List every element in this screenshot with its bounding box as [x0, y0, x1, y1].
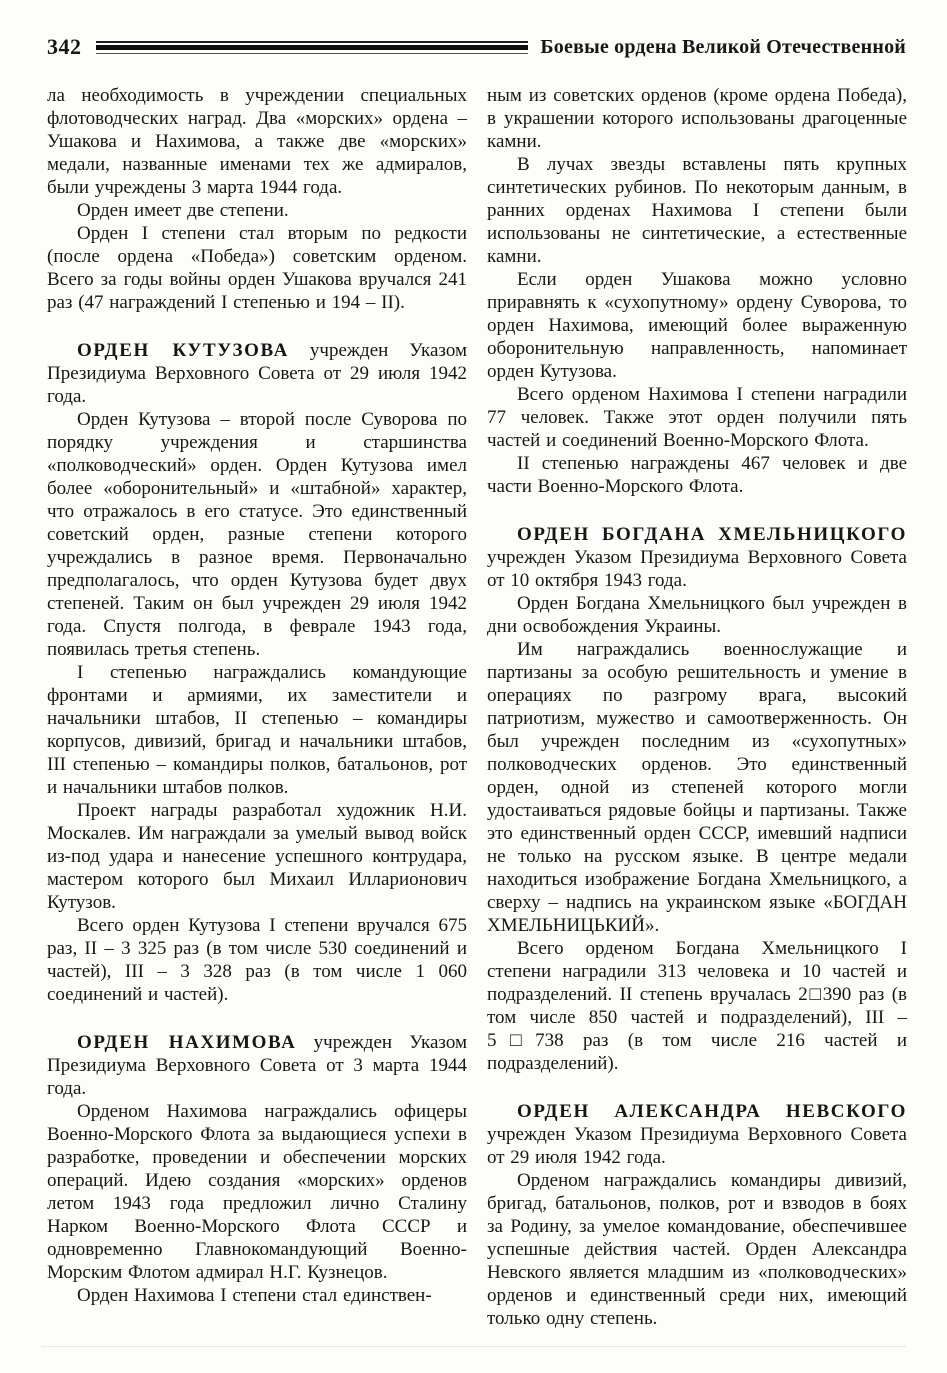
- paragraph: Им награждались военнослужащие и партизаны за особую решительность и умение в операциях по разгрому врага, высокий патриотизм, мужество и самоотверженность. Он был учрежден последним из «сухопутных» полководческих орденов. Это единственный орден, одной из степеней которого могли удостаиваться рядовые бойцы и партизаны. Также это единственный орден СССР, имевший надписи не только на русском языке. В центре медали находиться изображение Богдана Хмельницкого, а сверху – надпись на украинском языке «БОГДАН ХМЕЛЬНИЦЬКИЙ».: [487, 639, 907, 936]
- running-title: Боевые ордена Великой Отечественной: [540, 35, 906, 58]
- text-body: [0, 60, 947, 1330]
- section-text: учрежден Указом Президиума Верховного Совета от 29 июля 1942 года.: [47, 340, 467, 407]
- paragraph: Всего орденом Нахимова I степени наградили 77 человек. Также этот орден получили пять частей и соединений Военно-Морского Флота.: [487, 384, 907, 451]
- section-paragraph-kutuzov: [47, 339, 467, 408]
- section-text: учрежден Указом Президиума Верховного Совета от 29 июля 1942 года.: [487, 1124, 907, 1168]
- paragraph: Орден Кутузова – второй после Суворова по порядку учреждения и старшинства «полководческий» орден. Орден Кутузова имел более «оборонительный» и «штабной» характер, что отражалось в его статусе. Это единственный советский орден, разные степени которого учреждались в разное время. Первоначально предполагалось, что орден Кутузова будет двух степеней. Таким он был учрежден 29 июля 1942 года. Спустя полгода, в феврале 1943 года, появилась третья степень.: [47, 409, 467, 660]
- scan-artifact-line: [42, 1346, 905, 1347]
- section-text: учрежден Указом Президиума Верховного Совета от 10 октября 1943 года.: [487, 547, 907, 591]
- page-header: [0, 0, 947, 60]
- paragraph: Если орден Ушакова можно условно приравнять к «сухопутному» ордену Суворова, то орден Нахимова, имеющий более выраженную оборонительную направленность, напоминает орден Кутузова.: [487, 269, 907, 382]
- page-number: 342: [47, 34, 82, 59]
- section-paragraph-khmelnitsky: [487, 523, 907, 592]
- section-heading: ОРДЕН АЛЕКСАНДРА НЕВСКОГО: [517, 1101, 907, 1122]
- paragraph: Орденом награждались командиры дивизий, бригад, батальонов, полков, рот и взводов в боях за Родину, за умелое командование, обеспечившее успешные действия частей. Орден Александра Невского является младшим из «полководческих» орденов и единственный среди них, имеющий только одну степень.: [487, 1170, 907, 1329]
- paragraph: Орден Богдана Хмельницкого был учрежден в дни освобождения Украины.: [487, 593, 907, 637]
- paragraph: Орден имеет две степени.: [77, 200, 289, 221]
- paragraph: Орден I степени стал вторым по редкости (после ордена «Победа») советским орденом. Всего за годы войны орден Ушакова вручался 241 раз (47 награждений I степенью и 194 – II).: [47, 223, 467, 313]
- section-heading: ОРДЕН КУТУЗОВА: [77, 340, 289, 361]
- paragraph: ла необходимость в учреждении специальных флотоводческих наград. Два «морских» ордена – Ушакова и Нахимова, а также две «морских» медали, названные именами тех же адмиралов, были учреждены 3 марта 1944 года.: [47, 85, 467, 198]
- paragraph: Орден Нахимова I степени стал единствен-: [77, 1285, 432, 1306]
- paragraph: Орденом Нахимова награждались офицеры Военно-Морского Флота за выдающиеся успехи в разработке, проведении и обеспечении морских операций. Идею создания «морских» орденов летом 1943 года предложил лично Сталину Нарком Военно-Морского Флота СССР и одновременно Главнокомандующий Военно-Морским Флотом адмирал Н.Г. Кузнецов.: [47, 1101, 467, 1283]
- section-heading: ОРДЕН БОГДАНА ХМЕЛЬНИЦКОГО: [517, 524, 907, 545]
- paragraph: ным из советских орденов (кроме ордена Победа), в украшении которого использованы драгоценные камни.: [487, 85, 907, 152]
- section-heading: ОРДЕН НАХИМОВА: [77, 1032, 297, 1053]
- right-column: [487, 84, 907, 1330]
- section-paragraph-nakhimov: [47, 1031, 467, 1100]
- paragraph: I степенью награждались командующие фронтами и армиями, их заместители и начальники штабов, II степенью – командиры корпусов, дивизий, бригад и начальники штабов, III степенью – командиры полков, батальонов, рот и начальники штабов полков.: [47, 662, 467, 798]
- left-column: [47, 84, 467, 1330]
- paragraph: Всего орденом Богдана Хмельницкого I степени наградили 313 человека и 10 частей и подразделений. II степень вручалась 2□390 раз (в том числе 850 частей и подразделений), III – 5□738 раз (в том числе 216 частей и подразделений).: [487, 938, 907, 1074]
- section-paragraph-nevsky: [487, 1100, 907, 1169]
- paragraph: В лучах звезды вставлены пять крупных синтетических рубинов. По некоторым данным, в ранних орденах Нахимова I степени были использованы не синтетические, а естественные камни.: [487, 154, 907, 267]
- section-text: учрежден Указом Президиума Верховного Совета от 3 марта 1944 года.: [47, 1032, 467, 1099]
- paragraph: II степенью награждены 467 человек и две части Военно-Морского Флота.: [487, 453, 907, 497]
- paragraph: Всего орден Кутузова I степени вручался 675 раз, II – 3 325 раз (в том числе 530 соединений и частей), III – 3 328 раз (в том числе 1 060 соединений и частей).: [47, 915, 467, 1005]
- paragraph: Проект награды разработал художник Н.И. Москалев. Им награждали за умелый вывод войск из-под удара и нанесение успешного контрудара, мастером которого был Михаил Илларионович Кутузов.: [47, 800, 467, 913]
- header-rule: [96, 41, 529, 54]
